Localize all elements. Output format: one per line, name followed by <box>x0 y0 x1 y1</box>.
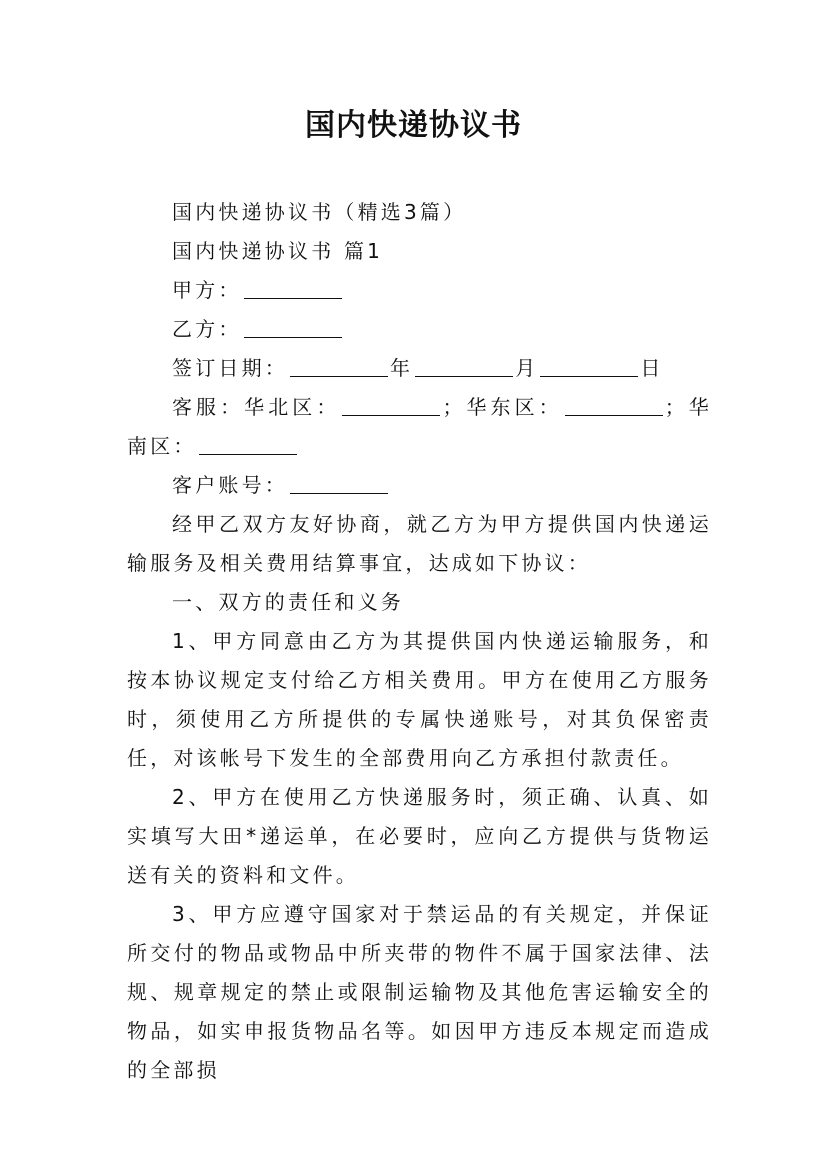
service-north-label: 客服：华北区： <box>172 395 341 419</box>
service-east-label: ；华东区： <box>442 395 563 419</box>
section-heading: 国内快递协议书 篇1 <box>172 239 384 263</box>
day-label: 日 <box>640 356 664 380</box>
service-south-blank[interactable] <box>199 432 297 455</box>
year-blank[interactable] <box>290 354 388 377</box>
document-title: 国内快递协议书 <box>305 108 522 143</box>
month-blank[interactable] <box>415 354 513 377</box>
party-b-line <box>127 310 712 349</box>
clause-heading: 一、双方的责任和义务 <box>172 590 404 614</box>
party-b-label: 乙方： <box>172 317 242 341</box>
sign-date-line <box>127 349 712 388</box>
party-a-blank[interactable] <box>244 276 342 299</box>
sign-date-label: 签订日期： <box>172 356 288 380</box>
service-north-blank[interactable] <box>342 393 440 416</box>
account-blank[interactable] <box>290 471 388 494</box>
service-east-blank[interactable] <box>565 393 663 416</box>
account-label: 客户账号： <box>172 473 288 497</box>
account-line <box>127 466 712 505</box>
clause-2: 2、甲方在使用乙方快递服务时，须正确、认真、如实填写大田*递运单，在必要时，应向乙方提供与货物运送有关的资料和文件。 <box>127 785 712 887</box>
party-a-label: 甲方： <box>172 278 242 302</box>
party-a-line <box>127 271 712 310</box>
document-body <box>127 193 712 1090</box>
year-label: 年 <box>390 356 414 380</box>
service-line <box>127 388 712 466</box>
party-b-blank[interactable] <box>244 315 342 338</box>
clause-3: 3、甲方应遵守国家对于禁运品的有关规定，并保证所交付的物品或物品中所夹带的物件不属于国家法律、法规、规章规定的禁止或限制运输物及其他危害运输安全的物品，如实申报货物品名等。如因甲方违反本规定而造成的全部损 <box>127 902 712 1082</box>
service-south-label: ；华南区： <box>127 395 713 458</box>
month-label: 月 <box>515 356 539 380</box>
intro-paragraph: 经甲乙双方友好协商，就乙方为甲方提供国内快递运输服务及相关费用结算事宜，达成如下协议： <box>127 512 712 575</box>
subtitle: 国内快递协议书（精选3篇） <box>172 200 467 224</box>
clause-1: 1、甲方同意由乙方为其提供国内快递运输服务，和按本协议规定支付给乙方相关费用。甲方在使用乙方服务时，须使用乙方所提供的专属快递账号，对其负保密责任，对该帐号下发生的全部费用向乙方承担付款责任。 <box>127 629 712 770</box>
day-blank[interactable] <box>540 354 638 377</box>
